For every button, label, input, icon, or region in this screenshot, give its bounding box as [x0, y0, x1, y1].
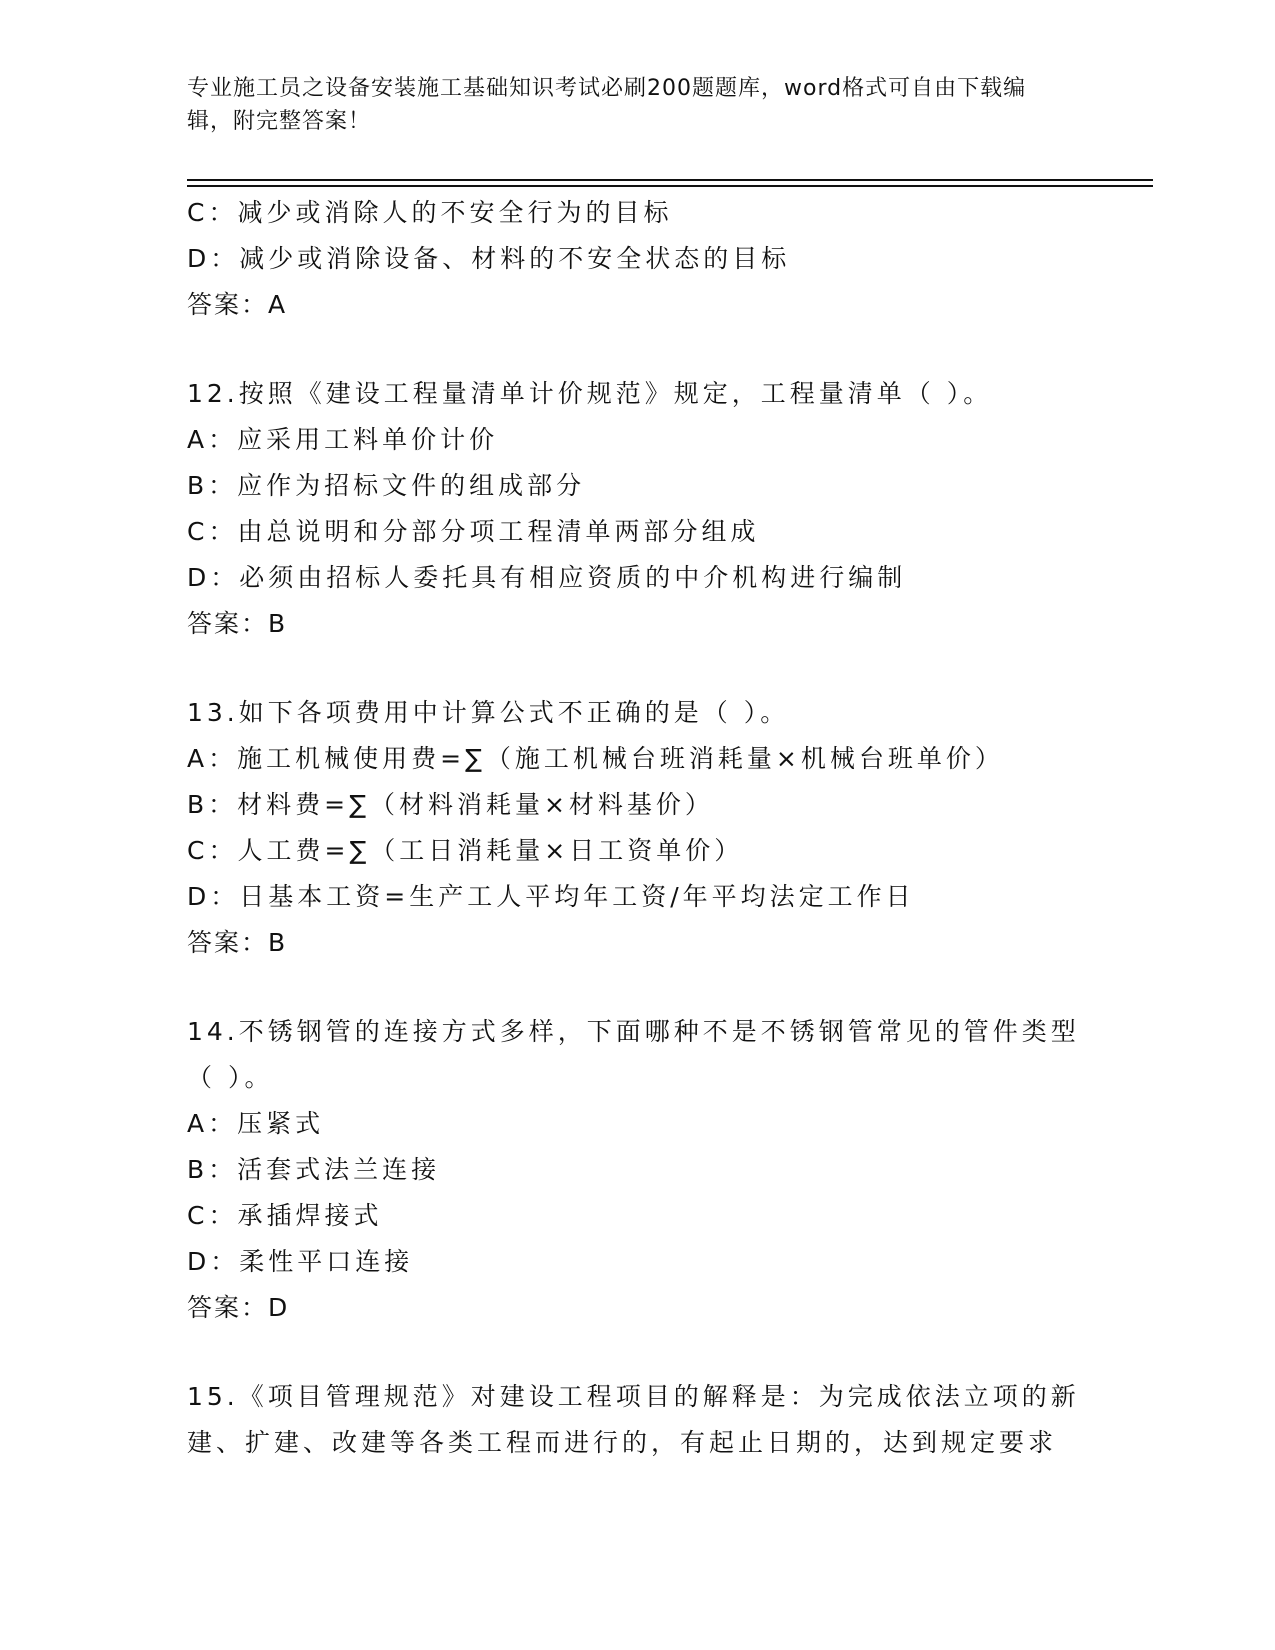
question-13 [187, 690, 1087, 966]
question-text: 12.按照《建设工程量清单计价规范》规定，工程量清单（ ）。 [187, 379, 993, 408]
option-a: A：应采用工料单价计价 [187, 425, 499, 454]
question-text-line-2: （ ）。 [187, 1063, 274, 1092]
document-header: 专业施工员之设备安装施工基础知识考试必刷200题题库，word格式可自由下载编辑，附完整答案！ [187, 76, 1027, 134]
answer: 答案：D [187, 1293, 290, 1322]
spacer [187, 328, 1087, 371]
answer: 答案：B [187, 609, 288, 638]
question-text: 13.如下各项费用中计算公式不正确的是（ ）。 [187, 698, 790, 727]
option-c: C：减少或消除人的不安全行为的目标 [187, 198, 673, 227]
answer: 答案：A [187, 290, 288, 319]
spacer [187, 647, 1087, 690]
option-c: C：承插焊接式 [187, 1201, 383, 1230]
question-text-line-1: 14.不锈钢管的连接方式多样，下面哪种不是不锈钢管常见的管件类型 [187, 1017, 1080, 1046]
answer: 答案：B [187, 928, 288, 957]
option-d: D：日基本工资=生产工人平均年工资/年平均法定工作日 [187, 882, 915, 911]
option-a: A：压紧式 [187, 1109, 325, 1138]
option-b: B：材料费=∑（材料消耗量×材料基价） [187, 790, 714, 819]
option-a: A：施工机械使用费=∑（施工机械台班消耗量×机械台班单价） [187, 744, 1004, 773]
option-b: B：活套式法兰连接 [187, 1155, 441, 1184]
spacer [187, 1331, 1087, 1374]
question-14 [187, 1009, 1087, 1331]
option-c: C：人工费=∑（工日消耗量×日工资单价） [187, 836, 744, 865]
header-rule-bottom [187, 185, 1153, 187]
option-d: D：必须由招标人委托具有相应资质的中介机构进行编制 [187, 563, 907, 592]
option-d: D：柔性平口连接 [187, 1247, 414, 1276]
option-d: D：减少或消除设备、材料的不安全状态的目标 [187, 244, 791, 273]
option-b: B：应作为招标文件的组成部分 [187, 471, 586, 500]
question-12 [187, 371, 1087, 647]
question-text-line-2: 建、扩建、改建等各类工程而进行的，有起止日期的，达到规定要求 [187, 1428, 1058, 1457]
header-rule-top [187, 179, 1153, 181]
option-c: C：由总说明和分部分项工程清单两部分组成 [187, 517, 760, 546]
spacer [187, 966, 1087, 1009]
document-body [187, 190, 1087, 1466]
question-15 [187, 1374, 1087, 1466]
question-11-tail [187, 190, 1087, 328]
question-text-line-1: 15.《项目管理规范》对建设工程项目的解释是：为完成依法立项的新 [187, 1382, 1080, 1411]
